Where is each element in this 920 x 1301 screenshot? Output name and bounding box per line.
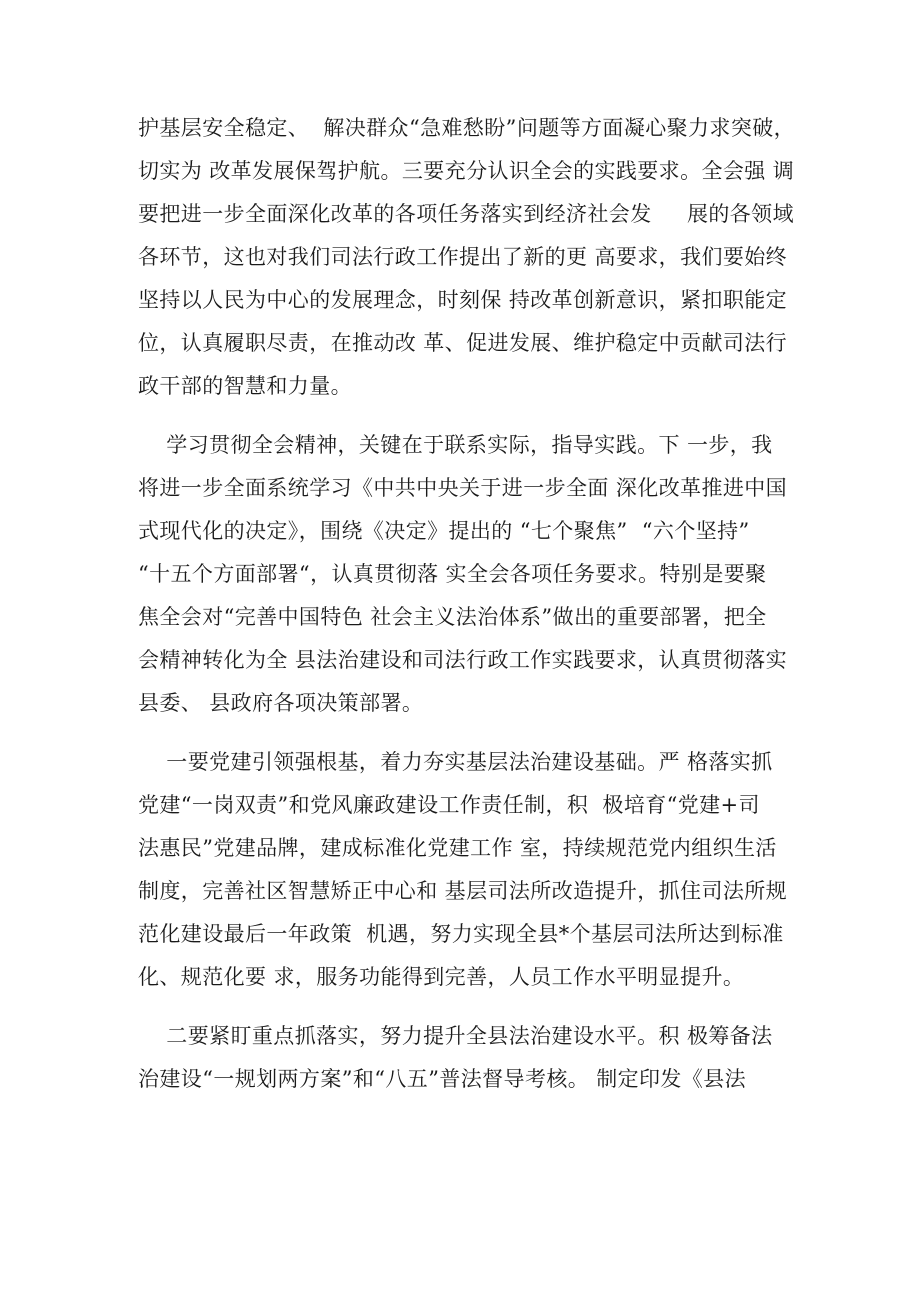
text-line: 会精神转化为全 县法治建设和司法行政工作实践要求，认真贯彻落实: [138, 648, 788, 672]
text-line: 法惠民”党建品牌，建成标准化党建工作 室，持续规范党内组织生活: [138, 836, 777, 860]
text-line: 治建设“一规划两方案”和“八五”普法督导考核。 制定印发《县法: [138, 1067, 747, 1091]
text-line: 学习贯彻全会精神，关键在于联系实际，指导实践。下 一步，我: [138, 433, 773, 457]
text-line: 位，认真履职尽责，在推动改 革、促进发展、维护稳定中贡献司法行: [138, 331, 788, 355]
paragraph: [138, 1015, 798, 1101]
paragraph-gap: [138, 725, 798, 741]
paragraph-gap: [138, 999, 798, 1015]
text-line: 一要党建引领强根基，着力夯实基层法治建设基础。严 格落实抓: [138, 750, 773, 774]
document-body: [138, 107, 798, 1101]
text-line: 护基层安全稳定、 解决群众“急难愁盼”问题等方面凝心聚力求突破，: [138, 116, 796, 140]
paragraph: [138, 107, 798, 408]
text-line: 范化建设最后一年政策 机遇，努力实现全县*个基层司法所达到标准: [138, 922, 784, 946]
text-line: 政干部的智慧和力量。: [138, 374, 352, 398]
text-line: “十五个方面部署“，认真贯彻落 实全会各项任务要求。特别是要聚: [138, 562, 767, 586]
text-line: 县委、 县政府各项决策部署。: [138, 691, 424, 715]
text-line: 要把进一步全面深化改革的各项任务落实到经济社会发 展的各领域: [138, 202, 794, 226]
text-line: 制度，完善社区智慧矫正中心和 基层司法所改造提升，抓住司法所规: [138, 879, 788, 903]
text-line: 切实为 改革发展保驾护航。三要充分认识全会的实践要求。全会强 调: [138, 159, 795, 183]
paragraph: [138, 741, 798, 999]
paragraph-gap: [138, 408, 798, 424]
text-line: 二要紧盯重点抓落实，努力提升全县法治建设水平。积 极筹备法: [138, 1024, 773, 1048]
paragraph: [138, 424, 798, 725]
text-line: 各环节，这也对我们司法行政工作提出了新的更 高要求，我们要始终: [138, 245, 788, 269]
text-line: 党建“一岗双责”和党风廉政建设工作责任制，积 极培育“党建+司: [138, 793, 760, 817]
text-line: 焦全会对“完善中国特色 社会主义法治体系”做出的重要部署，把全: [138, 605, 767, 629]
text-line: 坚持以人民为中心的发展理念，时刻保 持改革创新意识，紧扣职能定: [138, 288, 788, 312]
text-line: 化、规范化要 求，服务功能得到完善，人员工作水平明显提升。: [138, 965, 745, 989]
text-line: 将进一步全面系统学习《中共中央关于进一步全面 深化改革推进中国: [138, 476, 788, 500]
text-line: 式现代化的决定》，围绕《决定》提出的 “七个聚焦” “六个坚持”: [138, 519, 750, 543]
